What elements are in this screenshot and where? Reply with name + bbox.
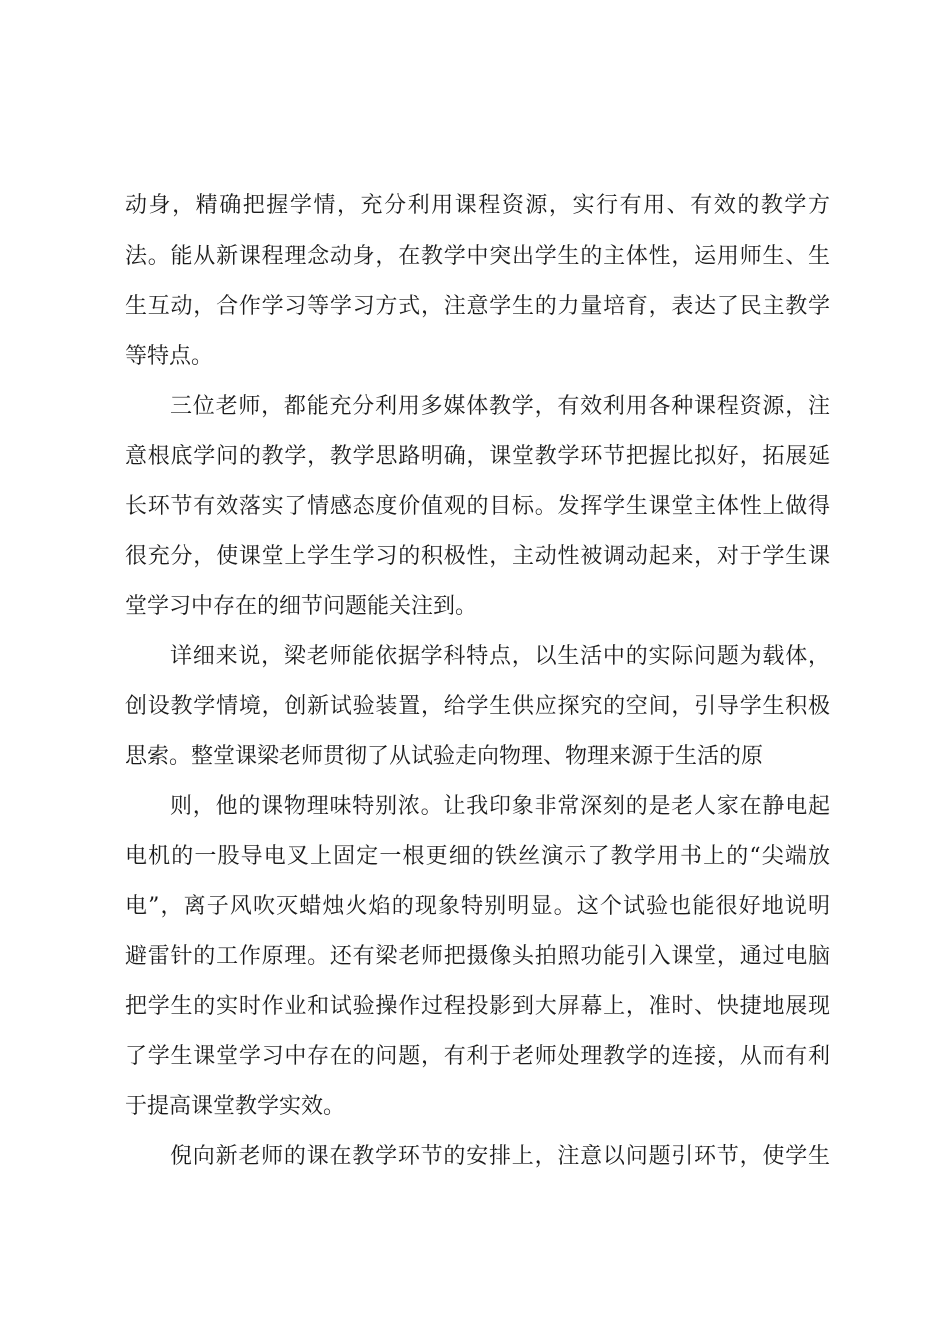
- text-line: 生互动，合作学习等学习方式，注意学生的力量培育，表达了民主教学: [125, 294, 830, 319]
- text-line: 意根底学问的教学，教学思路明确，课堂教学环节把握比拟好，拓展延: [125, 444, 830, 469]
- text-line: 则，他的课物理味特别浓。让我印象非常深刻的是老人家在静电起: [170, 794, 830, 819]
- text-line: 思索。整堂课梁老师贯彻了从试验走向物理、物理来源于生活的原: [125, 744, 764, 769]
- text-line: 三位老师，都能充分利用多媒体教学，有效利用各种课程资源，注: [170, 394, 830, 419]
- text-line: 电”，离子风吹灭蜡烛火焰的现象特别明显。这个试验也能很好地说明: [125, 894, 830, 919]
- text-line: 详细来说，梁老师能依据学科特点，以生活中的实际问题为载体，: [170, 644, 830, 669]
- text-line: 长环节有效落实了情感态度价值观的目标。发挥学生课堂主体性上做得: [125, 494, 830, 519]
- text-line: 于提高课堂教学实效。: [125, 1094, 346, 1119]
- text-line: 把学生的实时作业和试验操作过程投影到大屏幕上，准时、快捷地展现: [125, 994, 830, 1019]
- text-line: 电机的一股导电叉上固定一根更细的铁丝演示了教学用书上的“尖端放: [125, 844, 830, 869]
- text-line: 等特点。: [125, 344, 214, 369]
- text-line: 创设教学情境，创新试验装置，给学生供应探究的空间，引导学生积极: [125, 694, 830, 719]
- text-line: 了学生课堂学习中存在的问题，有利于老师处理教学的连接，从而有利: [125, 1044, 830, 1069]
- text-line: 动身，精确把握学情，充分利用课程资源，实行有用、有效的教学方: [125, 193, 830, 218]
- text-line: 法。能从新课程理念动身，在教学中突出学生的主体性，运用师生、生: [125, 244, 830, 269]
- text-line: 堂学习中存在的细节问题能关注到。: [125, 594, 478, 619]
- text-line: 倪向新老师的课在教学环节的安排上，注意以问题引环节，使学生: [170, 1144, 830, 1169]
- text-line: 避雷针的工作原理。还有梁老师把摄像头拍照功能引入课堂，通过电脑: [125, 944, 830, 969]
- text-line: 很充分，使课堂上学生学习的积极性，主动性被调动起来，对于学生课: [125, 544, 830, 569]
